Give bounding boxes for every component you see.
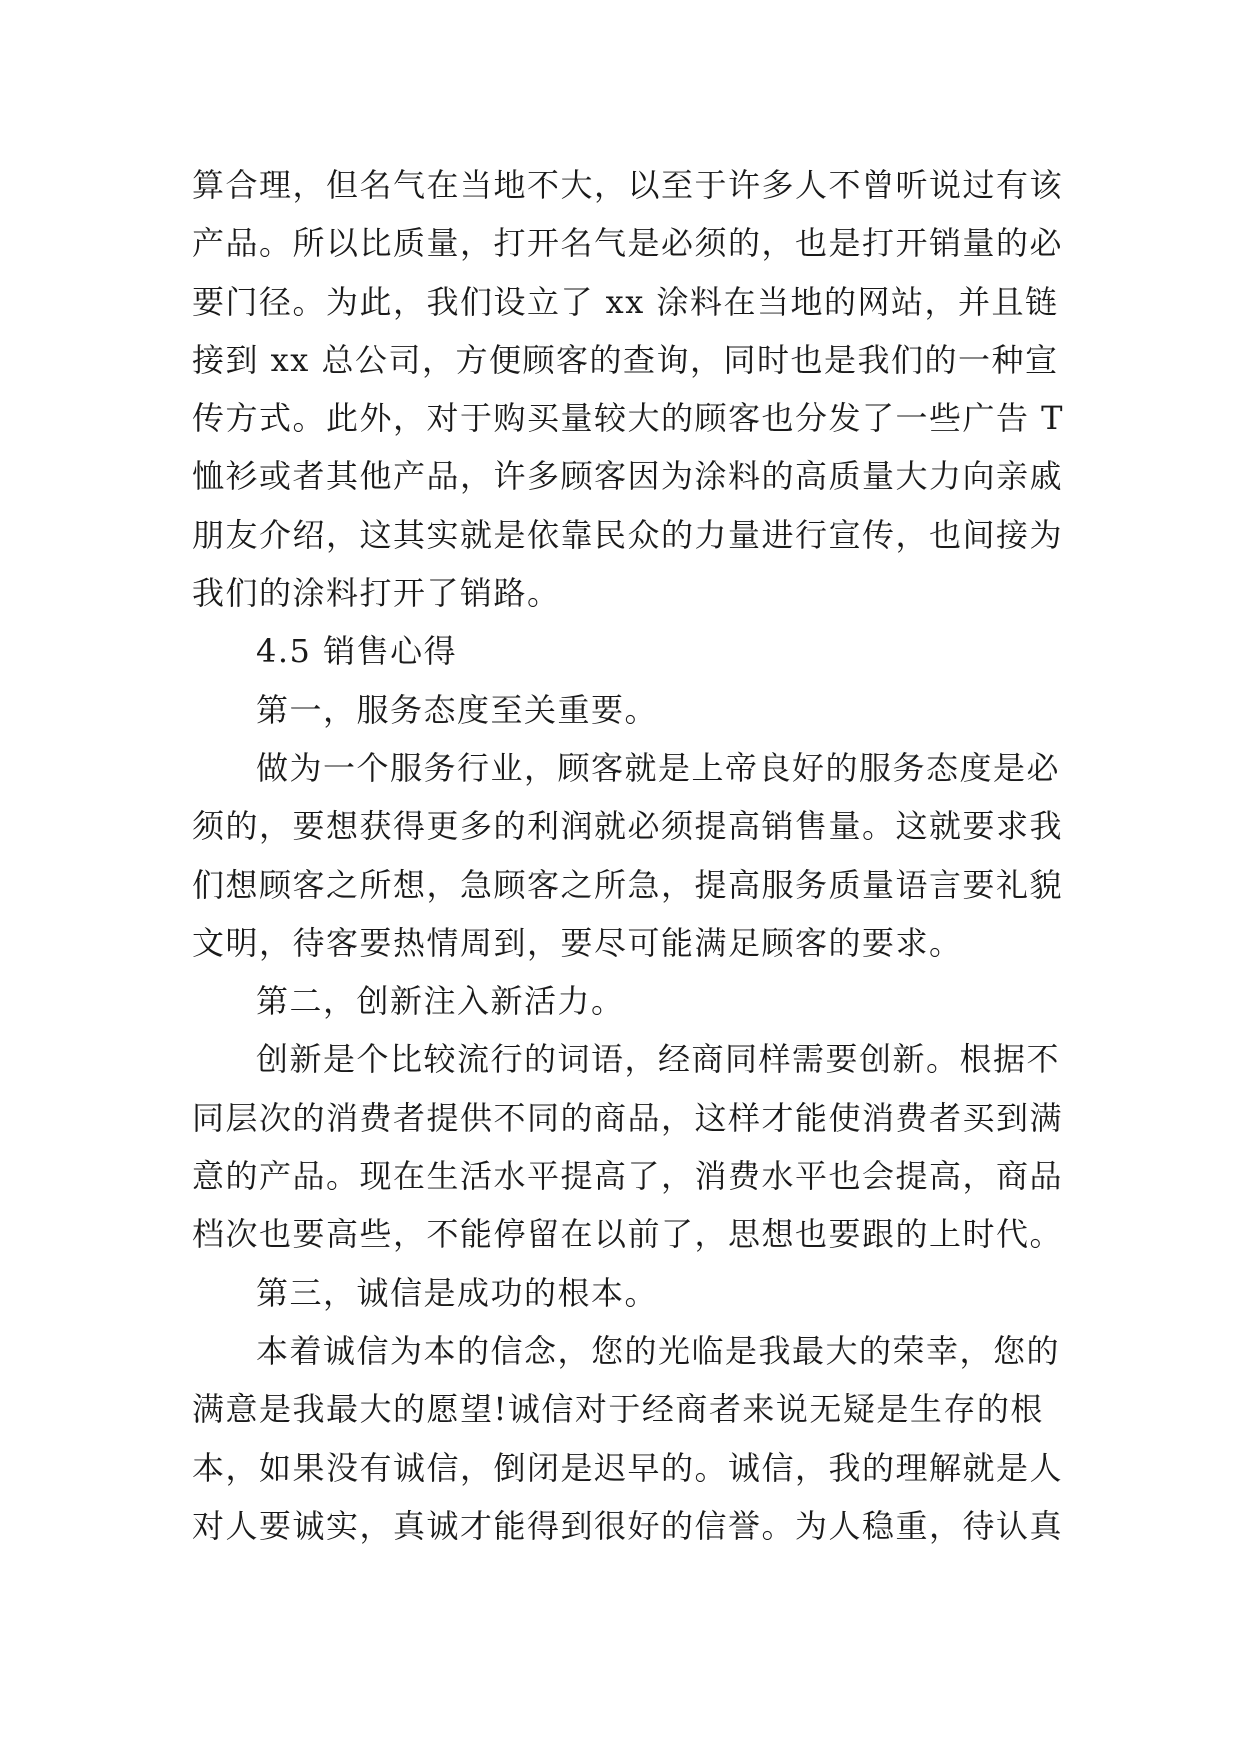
text-line-4: 接到 xx 总公司，方便顾客的查询，同时也是我们的一种宣 bbox=[192, 340, 1059, 379]
text-line-12: 须的，要想获得更多的利润就必须提高销售量。这就要求我 bbox=[192, 807, 1064, 846]
text-line-22: 满意是我最大的愿望!诚信对于经商者来说无疑是生存的根 bbox=[192, 1390, 1044, 1429]
section-heading: 4.5 销售心得 bbox=[256, 632, 458, 671]
text-line-13: 们想顾客之所想，急顾客之所急，提高服务质量语言要礼貌 bbox=[192, 865, 1064, 904]
text-line-16: 创新是个比较流行的词语，经商同样需要创新。根据不 bbox=[256, 1040, 1061, 1079]
point-heading-3: 第三，诚信是成功的根本。 bbox=[256, 1273, 659, 1312]
text-line-8: 我们的涂料打开了销路。 bbox=[192, 574, 561, 613]
point-heading-2: 第二，创新注入新活力。 bbox=[256, 982, 625, 1021]
text-line-6: 恤衫或者其他产品，许多顾客因为涂料的高质量大力向亲戚 bbox=[192, 457, 1064, 496]
text-line-11: 做为一个服务行业，顾客就是上帝良好的服务态度是必 bbox=[256, 748, 1061, 787]
text-line-24: 对人要诚实，真诚才能得到很好的信誉。为人稳重，待认真 bbox=[192, 1506, 1064, 1545]
text-line-2: 产品。所以比质量，打开名气是必须的，也是打开销量的必 bbox=[192, 224, 1064, 263]
point-heading-1: 第一，服务态度至关重要。 bbox=[256, 690, 659, 729]
text-line-3: 要门径。为此，我们设立了 xx 涂料在当地的网站，并且链 bbox=[192, 282, 1059, 321]
text-line-7: 朋友介绍，这其实就是依靠民众的力量进行宣传，也间接为 bbox=[192, 515, 1064, 554]
text-line-5: 传方式。此外，对于购买量较大的顾客也分发了一些广告 T bbox=[192, 399, 1065, 438]
text-line-14: 文明，待客要热情周到，要尽可能满足顾客的要求。 bbox=[192, 923, 963, 962]
text-line-23: 本，如果没有诚信，倒闭是迟早的。诚信，我的理解就是人 bbox=[192, 1448, 1064, 1487]
text-line-17: 同层次的消费者提供不同的商品，这样才能使消费者买到满 bbox=[192, 1098, 1064, 1137]
text-line-19: 档次也要高些，不能停留在以前了，思想也要跟的上时代。 bbox=[192, 1215, 1064, 1254]
text-line-1: 算合理，但名气在当地不大，以至于许多人不曾听说过有该 bbox=[192, 166, 1064, 204]
body-text bbox=[192, 156, 1065, 1555]
text-line-18: 意的产品。现在生活水平提高了，消费水平也会提高，商品 bbox=[192, 1157, 1064, 1196]
text-line-21: 本着诚信为本的信念，您的光临是我最大的荣幸，您的 bbox=[256, 1331, 1061, 1370]
